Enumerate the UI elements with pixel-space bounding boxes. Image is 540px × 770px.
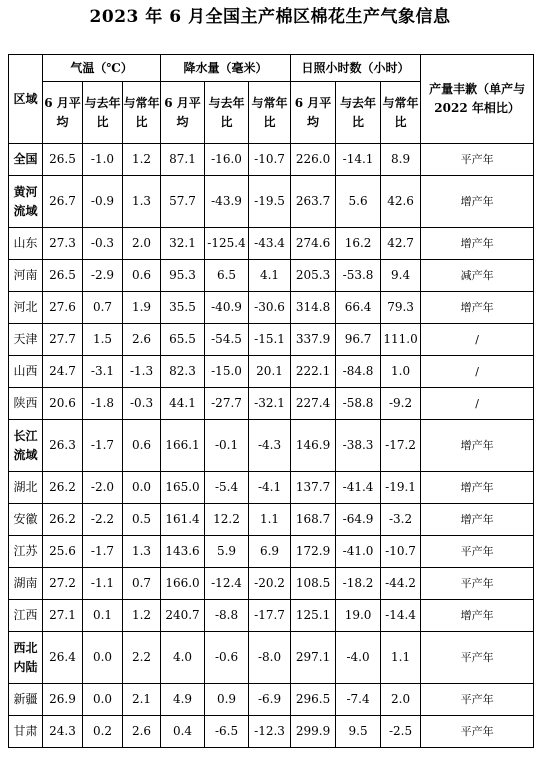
yield-outcome-cell: 增产年 (421, 228, 534, 260)
value-cell: 274.6 (291, 228, 336, 260)
value-cell: 240.7 (161, 600, 205, 632)
value-cell: 1.2 (123, 600, 161, 632)
page-title: 2023 年 6 月全国主产棉区棉花生产气象信息 (89, 7, 451, 27)
region-cell: 陕西 (9, 388, 43, 420)
value-cell: 0.6 (123, 260, 161, 292)
yield-outcome-cell: 平产年 (421, 716, 534, 748)
value-cell: 26.2 (43, 472, 83, 504)
value-cell: 1.9 (123, 292, 161, 324)
value-cell: -12.3 (249, 716, 291, 748)
table-row (9, 716, 534, 748)
value-cell: 297.1 (291, 632, 336, 684)
value-cell: 19.0 (336, 600, 381, 632)
value-cell: 161.4 (161, 504, 205, 536)
value-cell: 44.1 (161, 388, 205, 420)
value-cell: -10.7 (381, 536, 421, 568)
yield-outcome-cell: / (421, 324, 534, 356)
region-cell: 江西 (9, 600, 43, 632)
value-cell: -8.8 (205, 600, 249, 632)
value-cell: 337.9 (291, 324, 336, 356)
yield-outcome-cell: 增产年 (421, 292, 534, 324)
header-temperature-group: 气温（℃） (43, 55, 161, 82)
value-cell: 5.6 (336, 176, 381, 228)
table-row (9, 568, 534, 600)
value-cell: 26.5 (43, 260, 83, 292)
header-precipitation-group: 降水量（毫米） (161, 55, 291, 82)
yield-outcome-cell: 增产年 (421, 176, 534, 228)
value-cell: 27.6 (43, 292, 83, 324)
value-cell: -1.0 (83, 144, 123, 176)
value-cell: 5.9 (205, 536, 249, 568)
yield-outcome-cell: 平产年 (421, 632, 534, 684)
value-cell: 0.1 (83, 600, 123, 632)
value-cell: -8.0 (249, 632, 291, 684)
value-cell: -20.2 (249, 568, 291, 600)
value-cell: 26.3 (43, 420, 83, 472)
value-cell: 205.3 (291, 260, 336, 292)
region-cell: 新疆 (9, 684, 43, 716)
value-cell: 27.3 (43, 228, 83, 260)
value-cell: -32.1 (249, 388, 291, 420)
value-cell: -64.9 (336, 504, 381, 536)
value-cell: 20.1 (249, 356, 291, 388)
value-cell: 16.2 (336, 228, 381, 260)
value-cell: 1.5 (83, 324, 123, 356)
value-cell: -4.0 (336, 632, 381, 684)
table-row (9, 504, 534, 536)
value-cell: 87.1 (161, 144, 205, 176)
value-cell: 24.7 (43, 356, 83, 388)
value-cell: 1.3 (123, 536, 161, 568)
value-cell: -54.5 (205, 324, 249, 356)
value-cell: -0.1 (205, 420, 249, 472)
value-cell: 79.3 (381, 292, 421, 324)
yield-outcome-cell: 平产年 (421, 144, 534, 176)
value-cell: 1.2 (123, 144, 161, 176)
value-cell: 296.5 (291, 684, 336, 716)
value-cell: -15.1 (249, 324, 291, 356)
value-cell: 299.9 (291, 716, 336, 748)
value-cell: 26.9 (43, 684, 83, 716)
value-cell: -5.4 (205, 472, 249, 504)
value-cell: -15.0 (205, 356, 249, 388)
value-cell: 42.7 (381, 228, 421, 260)
value-cell: 0.6 (123, 420, 161, 472)
value-cell: 6.5 (205, 260, 249, 292)
value-cell: 314.8 (291, 292, 336, 324)
value-cell: -38.3 (336, 420, 381, 472)
value-cell: 27.2 (43, 568, 83, 600)
value-cell: 227.4 (291, 388, 336, 420)
value-cell: 0.7 (83, 292, 123, 324)
region-cell: 长江流域 (9, 420, 43, 472)
value-cell: -1.1 (83, 568, 123, 600)
value-cell: -6.9 (249, 684, 291, 716)
value-cell: 0.2 (83, 716, 123, 748)
value-cell: -1.7 (83, 420, 123, 472)
table-row (9, 472, 534, 504)
value-cell: -0.9 (83, 176, 123, 228)
value-cell: -4.3 (249, 420, 291, 472)
value-cell: 168.7 (291, 504, 336, 536)
value-cell: 32.1 (161, 228, 205, 260)
value-cell: 26.5 (43, 144, 83, 176)
value-cell: -4.1 (249, 472, 291, 504)
value-cell: 143.6 (161, 536, 205, 568)
value-cell: 26.2 (43, 504, 83, 536)
table-row (9, 176, 534, 228)
value-cell: 65.5 (161, 324, 205, 356)
region-cell: 天津 (9, 324, 43, 356)
value-cell: 35.5 (161, 292, 205, 324)
table-row (9, 632, 534, 684)
value-cell: -125.4 (205, 228, 249, 260)
header-sun-june-avg: 6 月平均 (291, 82, 336, 144)
value-cell: 2.6 (123, 324, 161, 356)
value-cell: -0.3 (83, 228, 123, 260)
region-cell: 山西 (9, 356, 43, 388)
value-cell: 4.0 (161, 632, 205, 684)
yield-outcome-cell: 平产年 (421, 536, 534, 568)
value-cell: 222.1 (291, 356, 336, 388)
header-sunshine-group: 日照小时数（小时） (291, 55, 421, 82)
table-row (9, 144, 534, 176)
value-cell: 0.9 (205, 684, 249, 716)
yield-outcome-cell: / (421, 388, 534, 420)
table-row (9, 228, 534, 260)
value-cell: 166.0 (161, 568, 205, 600)
value-cell: 27.1 (43, 600, 83, 632)
region-cell: 江苏 (9, 536, 43, 568)
value-cell: 9.4 (381, 260, 421, 292)
value-cell: 27.7 (43, 324, 83, 356)
value-cell: -2.0 (83, 472, 123, 504)
cotton-climate-table (8, 54, 534, 748)
value-cell: 0.0 (83, 684, 123, 716)
value-cell: 0.0 (83, 632, 123, 684)
header-sun-vs-normal: 与常年比 (381, 82, 421, 144)
table-row (9, 600, 534, 632)
table-row (9, 324, 534, 356)
value-cell: 6.9 (249, 536, 291, 568)
value-cell: 96.7 (336, 324, 381, 356)
table-row (9, 260, 534, 292)
value-cell: 4.1 (249, 260, 291, 292)
value-cell: -17.2 (381, 420, 421, 472)
value-cell: -41.0 (336, 536, 381, 568)
value-cell: 66.4 (336, 292, 381, 324)
region-cell: 山东 (9, 228, 43, 260)
value-cell: -12.4 (205, 568, 249, 600)
header-yield: 产量丰歉（单产与 2022 年相比） (421, 55, 534, 144)
value-cell: -1.3 (123, 356, 161, 388)
value-cell: 2.0 (123, 228, 161, 260)
region-cell: 河南 (9, 260, 43, 292)
table-row (9, 292, 534, 324)
value-cell: 24.3 (43, 716, 83, 748)
value-cell: 2.0 (381, 684, 421, 716)
value-cell: 95.3 (161, 260, 205, 292)
header-rain-june-avg: 6 月平均 (161, 82, 205, 144)
region-cell: 湖南 (9, 568, 43, 600)
yield-outcome-cell: 平产年 (421, 684, 534, 716)
yield-outcome-cell: 增产年 (421, 600, 534, 632)
value-cell: -43.9 (205, 176, 249, 228)
value-cell: 166.1 (161, 420, 205, 472)
value-cell: -41.4 (336, 472, 381, 504)
region-cell: 湖北 (9, 472, 43, 504)
value-cell: 4.9 (161, 684, 205, 716)
value-cell: 125.1 (291, 600, 336, 632)
value-cell: 0.0 (123, 472, 161, 504)
yield-outcome-cell: / (421, 356, 534, 388)
region-cell: 河北 (9, 292, 43, 324)
value-cell: -1.7 (83, 536, 123, 568)
value-cell: 146.9 (291, 420, 336, 472)
region-cell: 西北内陆 (9, 632, 43, 684)
table-row (9, 536, 534, 568)
value-cell: 82.3 (161, 356, 205, 388)
value-cell: -9.2 (381, 388, 421, 420)
table-row (9, 420, 534, 472)
yield-outcome-cell: 平产年 (421, 568, 534, 600)
value-cell: 111.0 (381, 324, 421, 356)
value-cell: 263.7 (291, 176, 336, 228)
yield-outcome-cell: 增产年 (421, 420, 534, 472)
value-cell: 42.6 (381, 176, 421, 228)
table-row (9, 388, 534, 420)
value-cell: -44.2 (381, 568, 421, 600)
value-cell: 57.7 (161, 176, 205, 228)
value-cell: 2.1 (123, 684, 161, 716)
value-cell: -18.2 (336, 568, 381, 600)
value-cell: -27.7 (205, 388, 249, 420)
value-cell: 26.7 (43, 176, 83, 228)
value-cell: -7.4 (336, 684, 381, 716)
value-cell: 165.0 (161, 472, 205, 504)
value-cell: 25.6 (43, 536, 83, 568)
value-cell: 226.0 (291, 144, 336, 176)
value-cell: -2.5 (381, 716, 421, 748)
yield-outcome-cell: 增产年 (421, 504, 534, 536)
value-cell: 172.9 (291, 536, 336, 568)
value-cell: -19.5 (249, 176, 291, 228)
value-cell: 9.5 (336, 716, 381, 748)
value-cell: 0.4 (161, 716, 205, 748)
value-cell: 0.7 (123, 568, 161, 600)
value-cell: -3.1 (83, 356, 123, 388)
header-temp-vs-normal: 与常年比 (123, 82, 161, 144)
value-cell: 0.5 (123, 504, 161, 536)
value-cell: -10.7 (249, 144, 291, 176)
value-cell: 2.6 (123, 716, 161, 748)
table-row (9, 356, 534, 388)
region-cell: 甘肃 (9, 716, 43, 748)
value-cell: -0.3 (123, 388, 161, 420)
header-rain-vs-last-year: 与去年比 (205, 82, 249, 144)
value-cell: -16.0 (205, 144, 249, 176)
header-temp-vs-last-year: 与去年比 (83, 82, 123, 144)
value-cell: -14.1 (336, 144, 381, 176)
value-cell: -14.4 (381, 600, 421, 632)
value-cell: 12.2 (205, 504, 249, 536)
value-cell: -58.8 (336, 388, 381, 420)
value-cell: 1.3 (123, 176, 161, 228)
region-cell: 全国 (9, 144, 43, 176)
value-cell: -30.6 (249, 292, 291, 324)
region-cell: 安徽 (9, 504, 43, 536)
value-cell: -19.1 (381, 472, 421, 504)
value-cell: -40.9 (205, 292, 249, 324)
value-cell: -43.4 (249, 228, 291, 260)
value-cell: 26.4 (43, 632, 83, 684)
value-cell: -84.8 (336, 356, 381, 388)
value-cell: 20.6 (43, 388, 83, 420)
value-cell: -3.2 (381, 504, 421, 536)
value-cell: 137.7 (291, 472, 336, 504)
value-cell: -17.7 (249, 600, 291, 632)
header-rain-vs-normal: 与常年比 (249, 82, 291, 144)
value-cell: -1.8 (83, 388, 123, 420)
value-cell: -2.2 (83, 504, 123, 536)
table-row (9, 684, 534, 716)
value-cell: -0.6 (205, 632, 249, 684)
value-cell: 1.1 (249, 504, 291, 536)
value-cell: 108.5 (291, 568, 336, 600)
header-temp-june-avg: 6 月平均 (43, 82, 83, 144)
value-cell: 8.9 (381, 144, 421, 176)
value-cell: 1.1 (381, 632, 421, 684)
value-cell: -53.8 (336, 260, 381, 292)
value-cell: 2.2 (123, 632, 161, 684)
value-cell: 1.0 (381, 356, 421, 388)
header-region: 区域 (9, 55, 43, 144)
header-sun-vs-last-year: 与去年比 (336, 82, 381, 144)
region-cell: 黄河流域 (9, 176, 43, 228)
value-cell: -2.9 (83, 260, 123, 292)
value-cell: -6.5 (205, 716, 249, 748)
yield-outcome-cell: 减产年 (421, 260, 534, 292)
yield-outcome-cell: 增产年 (421, 472, 534, 504)
